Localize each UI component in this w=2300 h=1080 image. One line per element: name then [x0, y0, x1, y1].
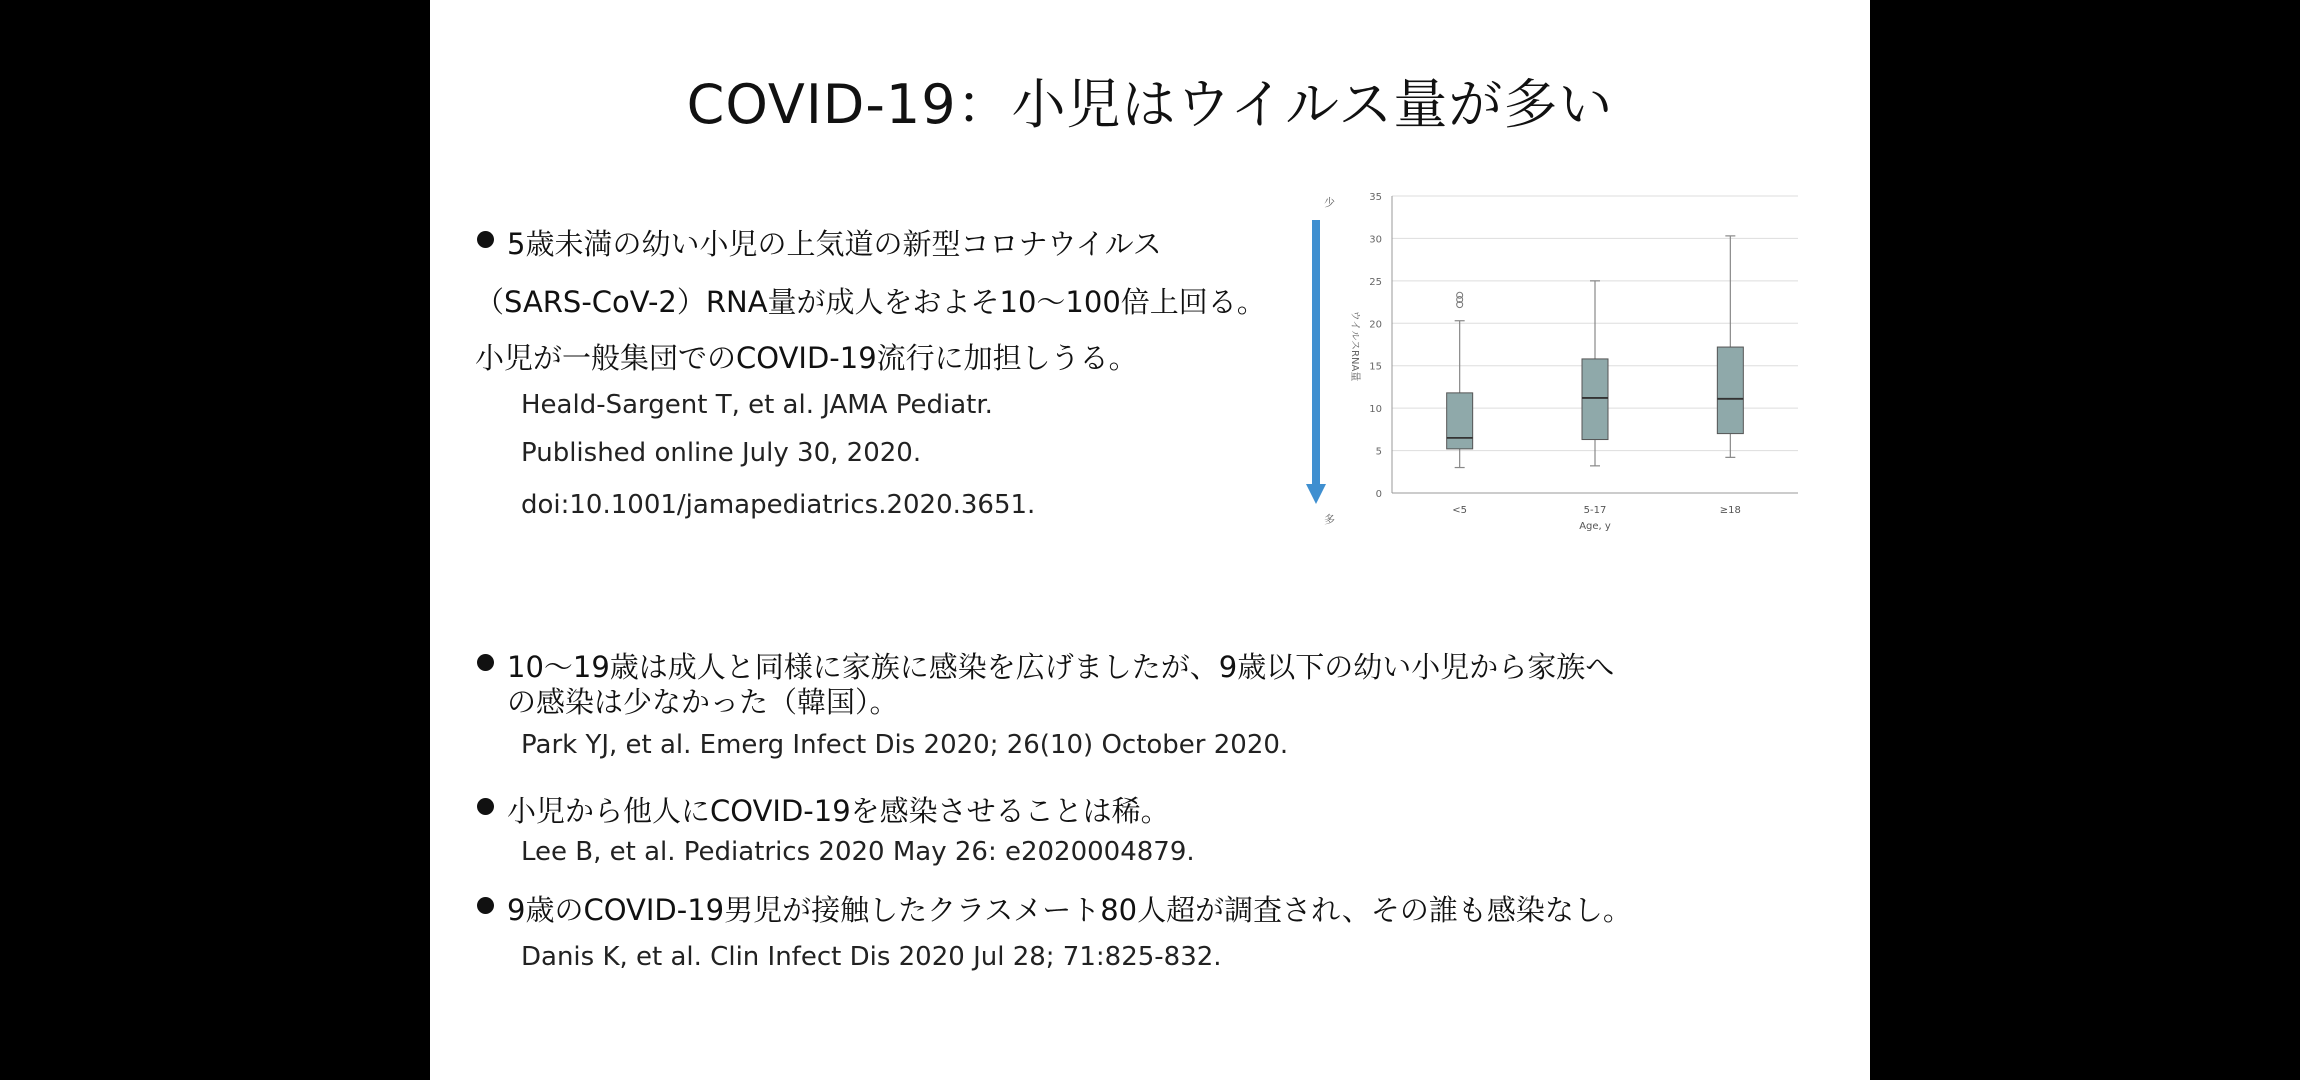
bullet1-line3: 小児が一般集団でのCOVID-19流行に加担しうる。 [475, 341, 1138, 375]
bullet4-ref: Danis K, et al. Clin Infect Dis 2020 Jul 28; 71:825-832. [521, 942, 1222, 972]
arrow-bottom-label: 多 [1324, 513, 1335, 526]
bullet2-ref: Park YJ, et al. Emerg Infect Dis 2020; 26(10) October 2020. [521, 730, 1289, 760]
x-axis-label: Age, y [1579, 521, 1611, 532]
viral-load-boxplot [1298, 178, 1818, 548]
bullet4-line: 9歳のCOVID-19男児が接触したクラスメート80人超が調査され、その誰も感染なし。 [507, 893, 1632, 927]
y-tick-label: 20 [1369, 319, 1382, 331]
box-iqr [1717, 347, 1743, 434]
bullet2-line1: 10～19歳は成人と同様に家族に感染を広げましたが、9歳以下の幼い小児から家族へ [507, 650, 1615, 684]
arrow-shaft [1312, 220, 1320, 488]
bullet-dot [477, 231, 494, 248]
bullet1-line1: 5歳未満の幼い小児の上気道の新型コロナウイルス [507, 227, 1162, 261]
box-iqr [1582, 359, 1608, 440]
bullet1-ref2: Published online July 30, 2020. [521, 438, 922, 468]
bullet1-line2: （SARS-CoV-2）RNA量が成人をおよそ10～100倍上回る。 [475, 285, 1266, 319]
y-tick-label: 25 [1369, 276, 1382, 288]
bullet3-line: 小児から他人にCOVID-19を感染させることは稀。 [507, 794, 1170, 828]
y-tick-label: 35 [1369, 192, 1382, 203]
bullet1-ref1: Heald-Sargent T, et al. JAMA Pediatr. [521, 390, 993, 420]
y-tick-label: 10 [1369, 404, 1382, 416]
outlier-point [1457, 292, 1463, 298]
slide [430, 0, 1870, 1080]
y-tick-label: 0 [1375, 489, 1382, 500]
arrow-head [1306, 484, 1326, 504]
box-group [1717, 236, 1743, 457]
bullet-dot [477, 654, 494, 671]
chart-labels [1324, 192, 1741, 532]
x-tick-label: 5-17 [1583, 505, 1607, 516]
bullet2-line2: の感染は少なかった（韓国）。 [507, 685, 899, 719]
bullet-dot [477, 798, 494, 815]
chart-boxes [1447, 236, 1744, 468]
x-tick-label: <5 [1452, 505, 1468, 516]
bullet-dot [477, 897, 494, 914]
y-tick-label: 30 [1369, 234, 1382, 246]
y-tick-label: 15 [1369, 361, 1382, 373]
y-axis-label: ウイルスRNA量 [1349, 310, 1360, 382]
slide-title: COVID-19：小児はウイルス量が多い [686, 73, 1614, 136]
box-iqr [1447, 393, 1473, 449]
bullet3-ref: Lee B, et al. Pediatrics 2020 May 26: e2020004879. [521, 837, 1195, 867]
y-tick-label: 5 [1375, 446, 1382, 458]
box-group [1582, 281, 1608, 466]
arrow-top-label: 少 [1324, 196, 1335, 209]
bullet1-ref3: doi:10.1001/jamapediatrics.2020.3651. [521, 490, 1036, 520]
x-tick-label: ≥18 [1719, 505, 1741, 516]
box-group [1447, 292, 1473, 467]
